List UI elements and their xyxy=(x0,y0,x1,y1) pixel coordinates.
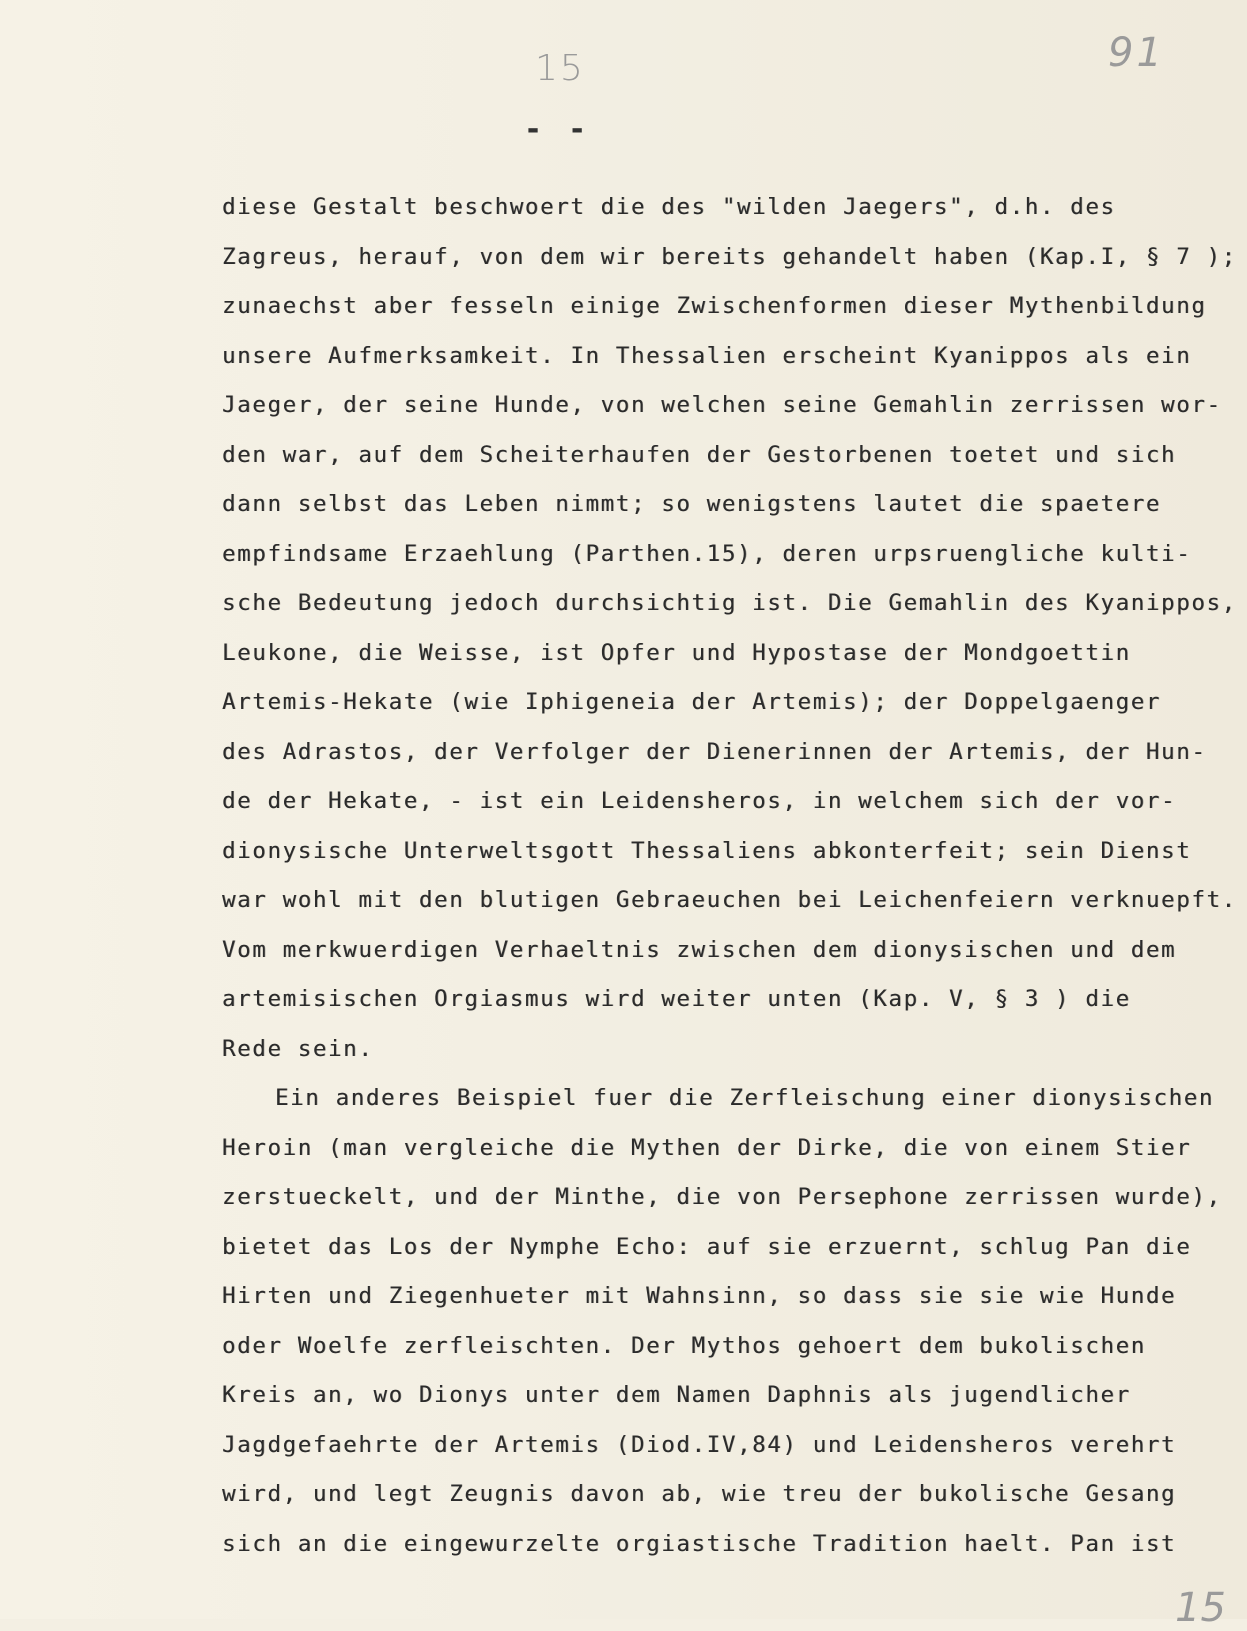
text-line: sche Bedeutung jedoch durchsichtig ist. Die Gemahlin des Kyanippos, xyxy=(222,590,1237,616)
text-line: Jagdgefaehrte der Artemis (Diod.IV,84) und Leidensheros verehrt xyxy=(222,1431,1177,1458)
text-line: dann selbst das Leben nimmt; so wenigstens lautet die spaetere xyxy=(222,491,1162,517)
pencil-page-number-bottom: 15 xyxy=(1175,1585,1226,1631)
text-line: Ein anderes Beispiel fuer die Zerfleischung einer dionysischen xyxy=(275,1085,1215,1111)
text-line: Leukone, die Weisse, ist Opfer und Hypostase der Mondgoettin xyxy=(222,639,1131,666)
text-line: Jaeger, der seine Hunde, von welchen seine Gemahlin zerrissen wor- xyxy=(222,392,1222,418)
text-line: diese Gestalt beschwoert die des "wilden Jaegers", d.h. des xyxy=(222,194,1116,220)
pencil-page-number-right: 91 xyxy=(1108,30,1165,76)
text-line: Zagreus, herauf, von dem wir bereits gehandelt haben (Kap.I, § 7 ); xyxy=(222,243,1237,270)
text-line: zunaechst aber fesseln einige Zwischenformen dieser Mythenbildung xyxy=(222,293,1207,319)
text-line: unsere Aufmerksamkeit. In Thessalien erscheint Kyanippos als ein xyxy=(222,342,1192,369)
text-line: dionysische Unterweltsgott Thessaliens abkonterfeit; sein Dienst xyxy=(222,837,1192,864)
text-line: empfindsame Erzaehlung (Parthen.15), deren urpsruengliche kulti- xyxy=(222,540,1192,567)
text-line: sich an die eingewurzelte orgiastische Tradition haelt. Pan ist xyxy=(222,1530,1177,1557)
text-line: wird, und legt Zeugnis davon ab, wie treu der bukolische Gesang xyxy=(222,1481,1177,1507)
body-text xyxy=(222,183,1237,1569)
text-line: Hirten und Ziegenhueter mit Wahnsinn, so dass sie sie wie Hunde xyxy=(222,1283,1177,1309)
text-line: Vom merkwuerdigen Verhaeltnis zwischen dem dionysischen und dem xyxy=(222,936,1177,963)
text-line: den war, auf dem Scheiterhaufen der Gestorbenen toetet und sich xyxy=(222,441,1177,468)
text-line: bietet das Los der Nymphe Echo: auf sie erzuernt, schlug Pan die xyxy=(222,1233,1192,1260)
page-header-dashes: - - xyxy=(524,112,591,147)
text-line: oder Woelfe zerfleischten. Der Mythos gehoert dem bukolischen xyxy=(222,1332,1146,1359)
pencil-page-number-left: 15 xyxy=(535,48,585,89)
text-line: zerstueckelt, und der Minthe, die von Persephone zerrissen wurde), xyxy=(222,1184,1222,1210)
text-line: Kreis an, wo Dionys unter dem Namen Daphnis als jugendlicher xyxy=(222,1382,1131,1408)
text-line: war wohl mit den blutigen Gebraeuchen bei Leichenfeiern verknuepft. xyxy=(222,887,1237,913)
text-line: artemisischen Orgiasmus wird weiter unten (Kap. V, § 3 ) die xyxy=(222,986,1131,1012)
text-line: Artemis-Hekate (wie Iphigeneia der Artemis); der Doppelgaenger xyxy=(222,689,1162,715)
text-line: Heroin (man vergleiche die Mythen der Dirke, die von einem Stier xyxy=(222,1134,1192,1161)
text-line: Rede sein. xyxy=(222,1035,374,1062)
text-line: de der Hekate, - ist ein Leidensheros, in welchem sich der vor- xyxy=(222,788,1177,814)
text-line: des Adrastos, der Verfolger der Dienerinnen der Artemis, der Hun- xyxy=(222,738,1207,765)
